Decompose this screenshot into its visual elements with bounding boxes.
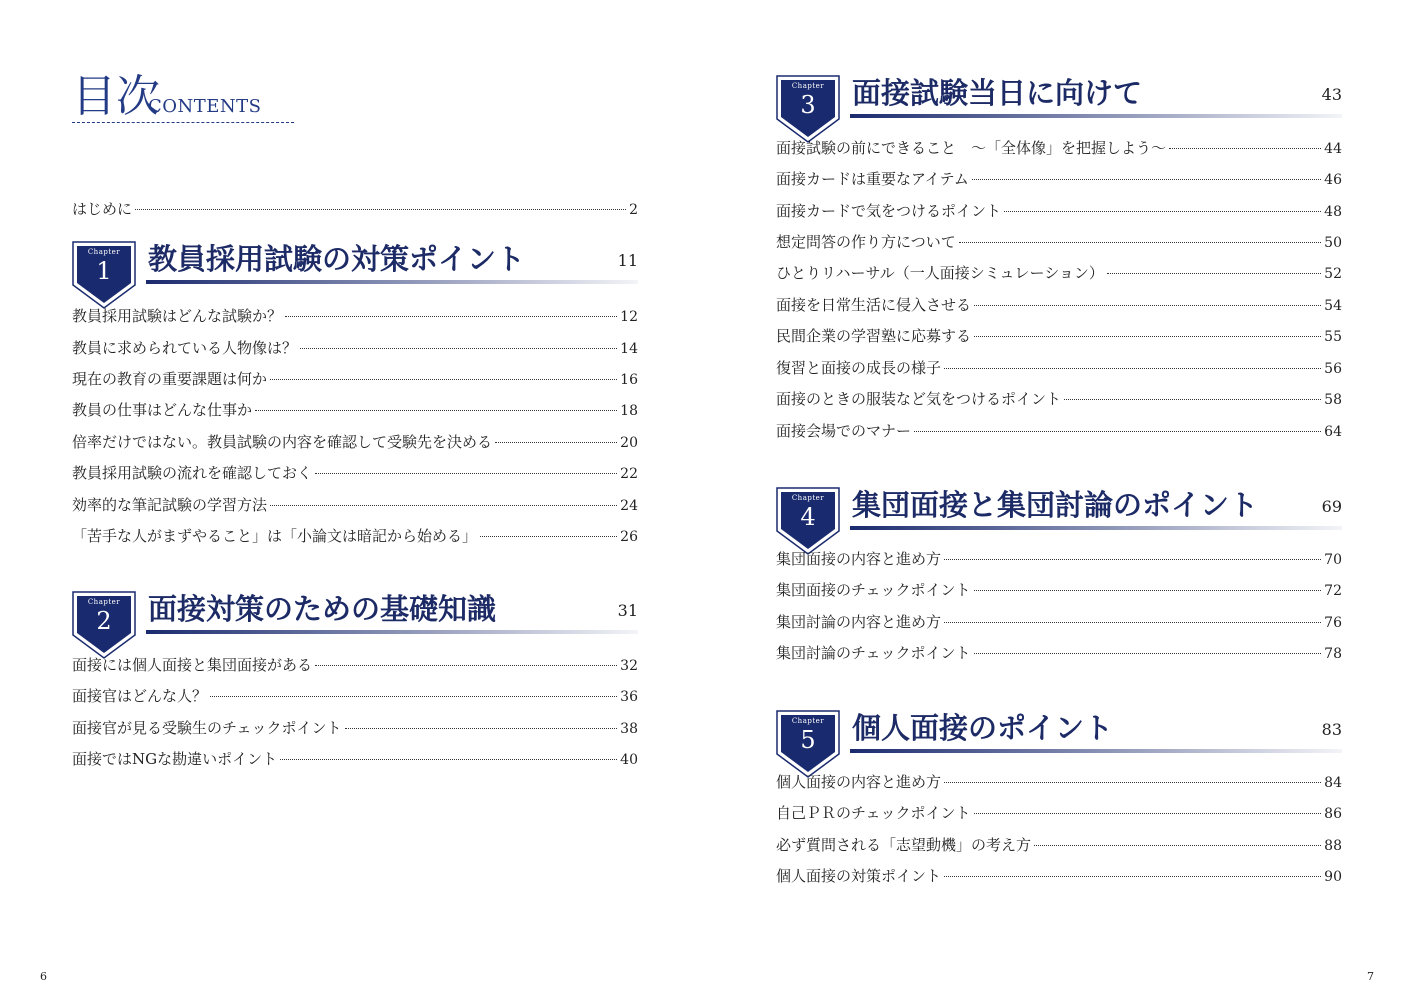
chapter-title: 個人面接のポイント bbox=[852, 711, 1114, 745]
chapter-number: 5 bbox=[800, 726, 816, 754]
chapter-label: Chapter bbox=[87, 248, 121, 256]
entry-page: 52 bbox=[1324, 266, 1342, 282]
leader-dots bbox=[974, 336, 1321, 337]
entry-page: 36 bbox=[620, 689, 638, 705]
leader-dots bbox=[974, 305, 1321, 306]
entry-label: 面接ではNGな勘違いポイント bbox=[72, 750, 278, 768]
entry-label: 現在の教育の重要課題は何か bbox=[72, 370, 268, 388]
toc-entry[interactable] bbox=[72, 431, 638, 453]
entry-label: 教員採用試験の流れを確認しておく bbox=[72, 464, 313, 482]
chapter-title: 集団面接と集団討論のポイント bbox=[852, 488, 1259, 522]
entry-label: 教員に求められている人物像は？ bbox=[72, 339, 298, 357]
leader-dots bbox=[255, 410, 617, 411]
entry-page: 2 bbox=[629, 202, 638, 218]
entry-label: 集団面接のチェックポイント bbox=[776, 581, 971, 599]
entry-page: 78 bbox=[1324, 646, 1342, 662]
leader-dots bbox=[972, 179, 1321, 180]
toc-entry[interactable] bbox=[776, 548, 1342, 570]
toc-entry[interactable] bbox=[72, 525, 638, 547]
toc-entry[interactable] bbox=[72, 654, 638, 676]
toc-entry[interactable] bbox=[776, 642, 1342, 664]
chapter-title-bar bbox=[850, 114, 1342, 118]
leader-dots bbox=[1169, 148, 1321, 149]
entry-label: 効率的な筆記試験の学習方法 bbox=[72, 496, 268, 514]
chapter-number: 1 bbox=[96, 257, 112, 285]
entry-label: 想定問答の作り方について bbox=[776, 233, 956, 251]
leader-dots bbox=[944, 876, 1321, 877]
toc-entry[interactable] bbox=[776, 388, 1342, 410]
toc-entry[interactable] bbox=[72, 748, 638, 770]
entry-page: 84 bbox=[1324, 775, 1342, 791]
entry-page: 40 bbox=[620, 752, 638, 768]
toc-entry[interactable] bbox=[72, 494, 638, 516]
leader-dots bbox=[135, 209, 626, 210]
leader-dots bbox=[974, 590, 1322, 591]
entry-label: 面接を日常生活に侵入させる bbox=[776, 296, 972, 314]
toc-entry[interactable] bbox=[776, 325, 1342, 347]
entry-label: 倍率だけではない。教員試験の内容を確認して受験先を決める bbox=[72, 433, 493, 451]
toc-entry[interactable] bbox=[776, 865, 1342, 887]
chapter-title: 教員採用試験の対策ポイント bbox=[148, 242, 526, 276]
entry-page: 16 bbox=[620, 372, 638, 388]
entry-page: 26 bbox=[620, 529, 638, 545]
toc-entry[interactable] bbox=[72, 717, 638, 739]
entry-page: 32 bbox=[620, 658, 638, 674]
toc-entry[interactable] bbox=[776, 294, 1342, 316]
chapter-title-bar bbox=[850, 749, 1342, 753]
entry-page: 86 bbox=[1324, 806, 1342, 822]
right-page bbox=[707, 0, 1414, 1000]
entry-label: 面接のときの服装など気をつけるポイント bbox=[776, 390, 1062, 408]
entry-label: 民間企業の学習塾に応募する bbox=[776, 327, 972, 345]
chapter-number: 2 bbox=[96, 607, 112, 635]
leader-dots bbox=[944, 559, 1321, 560]
leader-dots bbox=[959, 242, 1321, 243]
chapter-page: 83 bbox=[1321, 720, 1342, 739]
chapter-title: 面接試験当日に向けて bbox=[852, 76, 1143, 110]
leader-dots bbox=[1064, 399, 1321, 400]
entry-label: 集団討論のチェックポイント bbox=[776, 644, 971, 662]
toc-entry[interactable] bbox=[72, 685, 638, 707]
toc-entry[interactable] bbox=[776, 420, 1342, 442]
entry-page: 44 bbox=[1324, 141, 1342, 157]
entry-page: 22 bbox=[620, 466, 638, 482]
entry-page: 12 bbox=[620, 309, 638, 325]
chapter-title-bar bbox=[146, 280, 638, 284]
leader-dots bbox=[270, 379, 617, 380]
chapter-page: 31 bbox=[617, 601, 638, 620]
leader-dots bbox=[270, 505, 617, 506]
toc-entry[interactable] bbox=[776, 357, 1342, 379]
leader-dots bbox=[285, 316, 617, 317]
leader-dots bbox=[300, 348, 617, 349]
leader-dots bbox=[280, 759, 617, 760]
leader-dots bbox=[345, 728, 618, 729]
toc-entry[interactable] bbox=[776, 834, 1342, 856]
entry-page: 70 bbox=[1324, 552, 1342, 568]
entry-page: 14 bbox=[620, 341, 638, 357]
entry-label: 必ず質問される「志望動機」の考え方 bbox=[776, 836, 1032, 854]
entry-label: 面接試験の前にできること ～「全体像」を把握しよう～ bbox=[776, 139, 1167, 157]
chapter-number: 4 bbox=[800, 503, 816, 531]
toc-entry[interactable] bbox=[776, 200, 1342, 222]
leader-dots bbox=[944, 782, 1321, 783]
chapter-page: 11 bbox=[617, 251, 638, 270]
leader-dots bbox=[1004, 211, 1321, 212]
entry-label: 面接カードは重要なアイテム bbox=[776, 170, 969, 188]
chapter-label: Chapter bbox=[87, 598, 121, 606]
entry-page: 55 bbox=[1324, 329, 1342, 345]
entry-page: 64 bbox=[1324, 424, 1342, 440]
toc-entry[interactable] bbox=[776, 168, 1342, 190]
entry-page: 24 bbox=[620, 498, 638, 514]
entry-page: 88 bbox=[1324, 838, 1342, 854]
entry-page: 38 bbox=[620, 721, 638, 737]
toc-entry[interactable] bbox=[72, 337, 638, 359]
entry-label: 個人面接の内容と進め方 bbox=[776, 773, 942, 791]
toc-entry[interactable] bbox=[72, 305, 638, 327]
page-number-left: 6 bbox=[40, 970, 47, 983]
entry-label: はじめに bbox=[72, 200, 133, 218]
chapter-label: Chapter bbox=[791, 82, 825, 90]
leader-dots bbox=[944, 622, 1321, 623]
toc-title: 目次 bbox=[72, 71, 160, 122]
chapter-title: 面接対策のための基礎知識 bbox=[148, 592, 497, 626]
entry-page: 46 bbox=[1324, 172, 1342, 188]
leader-dots bbox=[974, 813, 1322, 814]
entry-page: 72 bbox=[1324, 583, 1342, 599]
leader-dots bbox=[210, 696, 617, 697]
entry-page: 50 bbox=[1324, 235, 1342, 251]
toc-entry[interactable] bbox=[776, 262, 1342, 284]
entry-label: 自己ＰＲのチェックポイント bbox=[776, 804, 971, 822]
entry-label: 面接官が見る受験生のチェックポイント bbox=[72, 719, 342, 737]
leader-dots bbox=[1107, 273, 1321, 274]
chapter-title-bar bbox=[146, 630, 638, 634]
entry-page: 48 bbox=[1324, 204, 1342, 220]
toc-entry[interactable] bbox=[776, 137, 1342, 159]
entry-page: 76 bbox=[1324, 615, 1342, 631]
leader-dots bbox=[914, 431, 1321, 432]
entry-label: ひとりリハーサル（一人面接シミュレーション） bbox=[776, 264, 1104, 282]
leader-dots bbox=[1034, 845, 1321, 846]
chapter-page: 69 bbox=[1321, 497, 1342, 516]
toc-subtitle: CONTENTS bbox=[148, 96, 262, 117]
entry-page: 54 bbox=[1324, 298, 1342, 314]
entry-page: 58 bbox=[1324, 392, 1342, 408]
leader-dots bbox=[974, 653, 1322, 654]
entry-page: 90 bbox=[1324, 869, 1342, 885]
toc-entry[interactable] bbox=[776, 579, 1342, 601]
entry-label: 集団面接の内容と進め方 bbox=[776, 550, 942, 568]
toc-entry[interactable] bbox=[776, 611, 1342, 633]
entry-label: 面接には個人面接と集団面接がある bbox=[72, 656, 313, 674]
title-divider bbox=[72, 122, 294, 123]
entry-label: 「苦手な人がまずやること」は「小論文は暗記から始める」 bbox=[72, 527, 478, 545]
entry-page: 20 bbox=[620, 435, 638, 451]
entry-page: 18 bbox=[620, 403, 638, 419]
entry-label: 復習と面接の成長の様子 bbox=[776, 359, 942, 377]
leader-dots bbox=[944, 368, 1321, 369]
toc-entry[interactable] bbox=[72, 462, 638, 484]
leader-dots bbox=[480, 536, 617, 537]
page-number-right: 7 bbox=[1367, 970, 1374, 983]
chapter-number: 3 bbox=[800, 91, 816, 119]
entry-label: 教員採用試験はどんな試験か？ bbox=[72, 307, 283, 325]
entry-label: 面接官はどんな人？ bbox=[72, 687, 208, 705]
entry-page: 56 bbox=[1324, 361, 1342, 377]
leader-dots bbox=[315, 665, 617, 666]
entry-label: 集団討論の内容と進め方 bbox=[776, 613, 942, 631]
chapter-page: 43 bbox=[1321, 85, 1342, 104]
toc-entry[interactable] bbox=[776, 771, 1342, 793]
entry-label: 個人面接の対策ポイント bbox=[776, 867, 942, 885]
entry-label: 面接カードで気をつけるポイント bbox=[776, 202, 1002, 220]
entry-label: 教員の仕事はどんな仕事か bbox=[72, 401, 253, 419]
toc-entry[interactable] bbox=[776, 802, 1342, 824]
chapter-label: Chapter bbox=[791, 717, 825, 725]
leader-dots bbox=[315, 473, 617, 474]
chapter-title-bar bbox=[850, 526, 1342, 530]
toc-entry-intro[interactable] bbox=[72, 198, 638, 220]
leader-dots bbox=[495, 442, 617, 443]
toc-entry[interactable] bbox=[72, 368, 638, 390]
entry-label: 面接会場でのマナー bbox=[776, 422, 912, 440]
chapter-label: Chapter bbox=[791, 494, 825, 502]
toc-entry[interactable] bbox=[776, 231, 1342, 253]
toc-entry[interactable] bbox=[72, 399, 638, 421]
